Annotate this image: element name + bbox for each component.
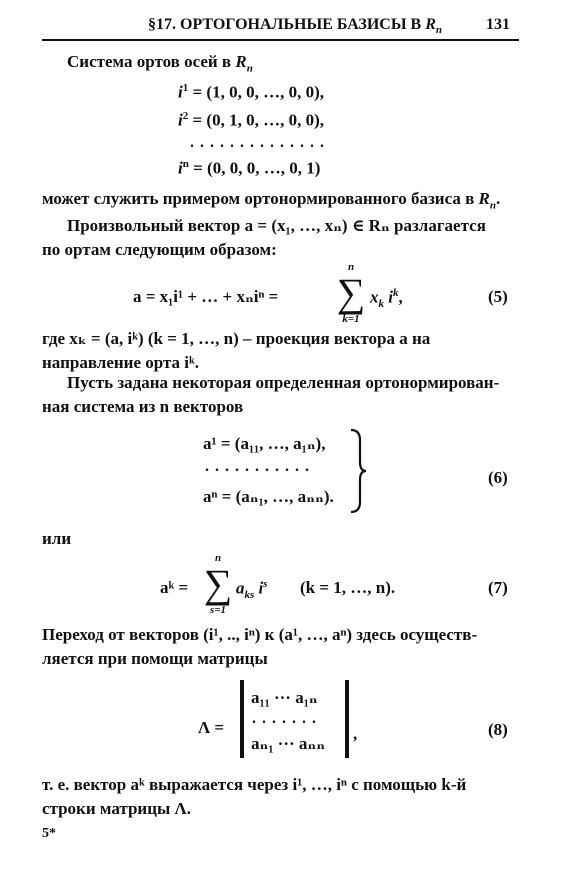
matrix-left-bar	[240, 680, 244, 758]
paragraph-projection-line2: направление орта iᵏ.	[42, 353, 199, 372]
equation-7-lhs: aᵏ =	[160, 578, 189, 597]
paragraph-transition-line2: ляется при помощи матрицы	[42, 649, 268, 668]
equation-6-number: (6)	[488, 468, 508, 487]
header-rule	[42, 39, 519, 41]
matrix-row-n: aₙ₁ ··· aₙₙ	[251, 734, 326, 753]
equation-6-dots: ...........	[205, 458, 315, 475]
matrix-dots: .......	[252, 710, 322, 727]
signature-mark: 5*	[42, 826, 56, 841]
header-title: §17. ОРТОГОНАЛЬНЫЕ БАЗИСЫ В	[148, 16, 422, 33]
unit-vector-i2: $i^2 = (0$, 1, 0, …, 0, 0),	[178, 110, 324, 130]
equation-6-row3: aⁿ = (aₙ₁, …, aₙₙ).	[203, 487, 334, 506]
equation-7-term: $a_{ks}$ $i^s$	[236, 578, 268, 602]
equation-8-end: ,	[353, 724, 358, 743]
right-brace-icon	[348, 428, 368, 514]
equation-7-sum: n ∑ s=1	[203, 552, 233, 616]
paragraph-conclusion-line1: т. е. вектор aᵏ выражается через i¹, …, iⁿ с помощью k-й	[42, 775, 467, 794]
intro-line: Система ортов осей в $R_n$	[67, 52, 253, 75]
equation-7-condition: (k = 1, …, n).	[300, 578, 396, 597]
equation-7-number: (7)	[488, 578, 508, 597]
running-header: §17. ОРТОГОНАЛЬНЫЕ БАЗИСЫ В $R_n$	[148, 16, 443, 37]
paragraph-projection-line1: где xₖ = (a, iᵏ) (k = 1, …, n) – проекция вектора a на	[42, 329, 431, 348]
paragraph-system-line1: Пусть задана некоторая определенная ортонормирован-	[67, 373, 500, 392]
unit-vector-in: $i^n = (0$, 0, 0, …, 0, 1)	[178, 158, 321, 178]
paragraph-transition-line1: Переход от векторов (i¹, .., iⁿ) к (a¹, …, aⁿ) здесь осуществ-	[42, 625, 478, 644]
equation-5-lhs: a = x₁i¹ + … + xₙiⁿ =	[133, 287, 279, 306]
equation-8-lhs: Λ =	[198, 718, 225, 737]
matrix-right-bar	[345, 680, 349, 758]
paragraph-expansion-line2: по ортам следующим образом:	[42, 240, 277, 259]
equation-6-row1: a¹ = (a₁₁, …, a₁ₙ),	[203, 434, 326, 453]
paragraph-basis: может служить примером ортонормированного базиса в $R_n$.	[42, 189, 501, 212]
equation-5-number: (5)	[488, 287, 508, 306]
matrix-row-1: a₁₁ ··· a₁ₙ	[251, 688, 318, 707]
paragraph-system-line2: ная система из n векторов	[42, 397, 244, 416]
paragraph-conclusion-line2: строки матрицы Λ.	[42, 799, 191, 818]
conjunction-or: или	[42, 529, 72, 548]
unit-vector-i1: $i^1 = (1$, 0, 0, …, 0, 0),	[178, 82, 324, 102]
equation-5-sum: n ∑ k=1	[336, 261, 366, 325]
paragraph-expansion-line1: Произвольный вектор a = (x₁, …, xₙ) ∈ Rₙ разлагается	[67, 216, 486, 235]
equation-8-number: (8)	[488, 720, 508, 739]
equation-5-rhs: $x_k$ $i^k$,	[370, 287, 403, 311]
page-number: 131	[486, 16, 510, 33]
unit-vector-dots: ..............	[190, 134, 330, 151]
